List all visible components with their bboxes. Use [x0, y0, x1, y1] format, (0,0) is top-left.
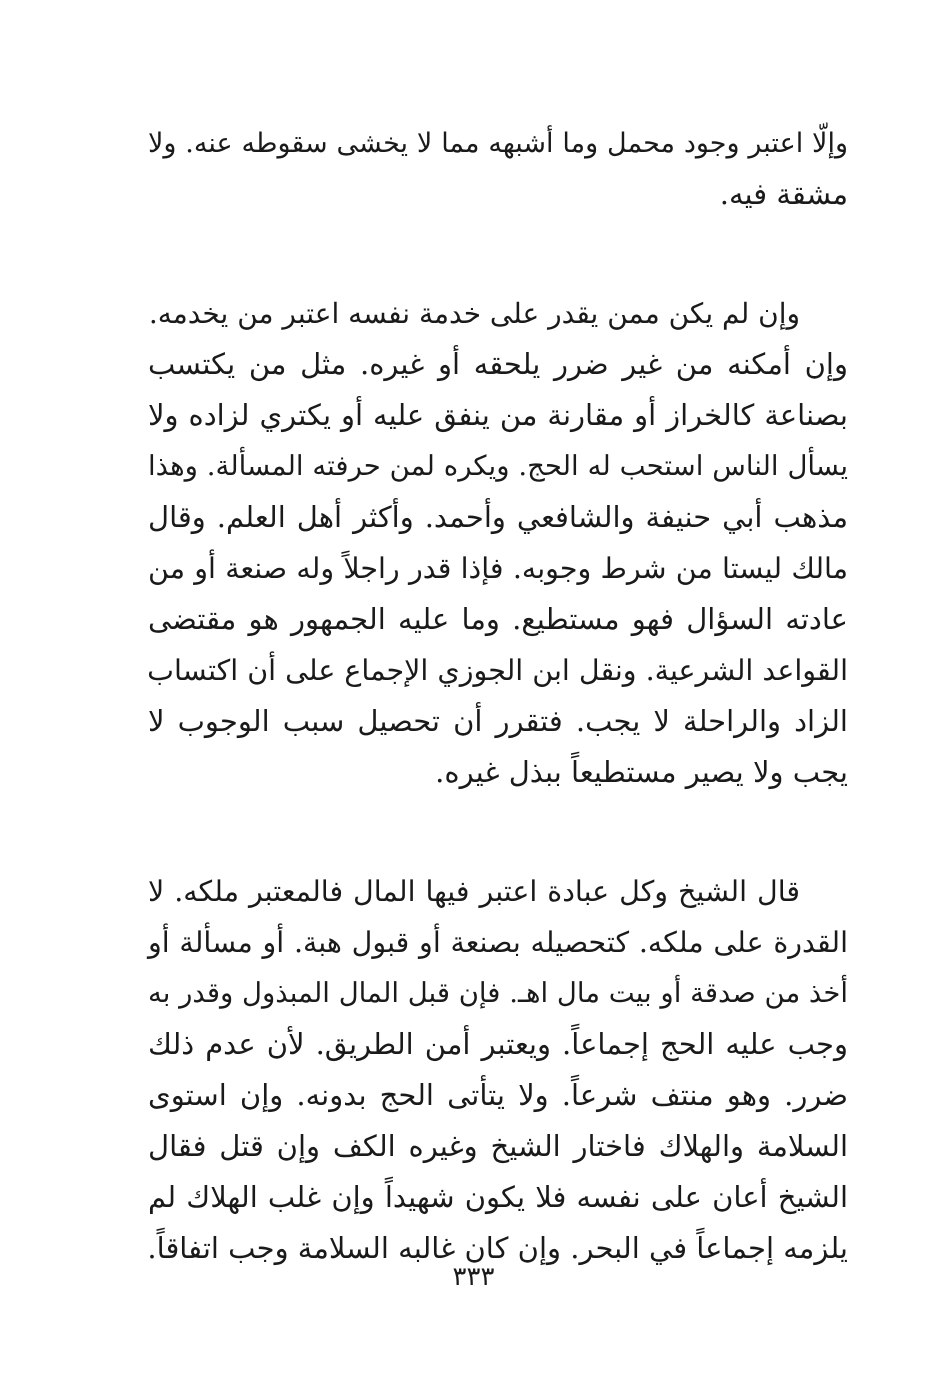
paragraph-line: وجب عليه الحج إجماعاً. ويعتبر أمن الطريق. لأن عدم ذلك: [148, 1027, 848, 1061]
paragraph-line: يسأل الناس استحب له الحج. ويكره لمن حرفته المسألة. وهذا: [148, 450, 848, 482]
paragraph-3: [148, 866, 848, 1274]
paragraph-line: السلامة والهلاك فاختار الشيخ وغيره الكف وإن قتل فقال: [148, 1129, 848, 1163]
paragraph-line: مالك ليستا من شرط وجوبه. فإذا قدر راجلاً وله صنعة أو من: [148, 552, 848, 585]
paragraph-2: [148, 288, 848, 798]
paragraph-spacer: [148, 798, 848, 866]
paragraph-1: [148, 118, 848, 220]
paragraph-line: عادته السؤال فهو مستطيع. وما عليه الجمهور هو مقتضى: [148, 602, 848, 636]
paragraph-line: بصناعة كالخراز أو مقارنة من ينفق عليه أو يكتري لزاده ولا: [148, 398, 848, 432]
paragraph-line: وإلّا اعتبر وجود محمل وما أشبهه مما لا يخشى سقوطه عنه. ولا: [148, 128, 848, 159]
paragraph-line: القدرة على ملكه. كتحصيله بصنعة أو قبول هبة. أو مسألة أو: [148, 926, 848, 959]
paragraph-line: أخذ من صدقة أو بيت مال اهـ. فإن قبل المال المبذول وقدر به: [148, 977, 848, 1009]
paragraph-line: القواعد الشرعية. ونقل ابن الجوزي الإجماع على أن اكتساب: [147, 654, 848, 687]
paragraph-line: يجب ولا يصير مستطيعاً ببذل غيره.: [435, 755, 848, 789]
paragraph-line: وإن لم يكن ممن يقدر على خدمة نفسه اعتبر من يخدمه.: [148, 297, 800, 330]
paragraph-line: وإن أمكنه من غير ضرر يلحقه أو غيره. مثل من يكتسب: [148, 347, 848, 381]
paragraph-line: ضرر. وهو منتف شرعاً. ولا يتأتى الحج بدونه. وإن استوى: [148, 1078, 848, 1112]
paragraph-line: مذهب أبي حنيفة والشافعي وأحمد. وأكثر أهل العلم. وقال: [148, 500, 848, 534]
paragraph-line: الزاد والراحلة لا يجب. فتقرر أن تحصيل سبب الوجوب لا: [148, 704, 848, 738]
page-body: [148, 118, 848, 1274]
paragraph-line: الشيخ أعان على نفسه فلا يكون شهيداً وإن غلب الهلاك لم: [148, 1180, 848, 1214]
paragraph-line: يلزمه إجماعاً في البحر. وإن كان غالبه السلامة وجب اتفاقاً.: [147, 1231, 848, 1265]
paragraph-spacer: [148, 220, 848, 288]
paragraph-line: قال الشيخ وكل عبادة اعتبر فيها المال فالمعتبر ملكه. لا: [148, 875, 800, 908]
page-number: ٣٣٣: [452, 1262, 495, 1292]
paragraph-line: مشقة فيه.: [719, 177, 848, 211]
